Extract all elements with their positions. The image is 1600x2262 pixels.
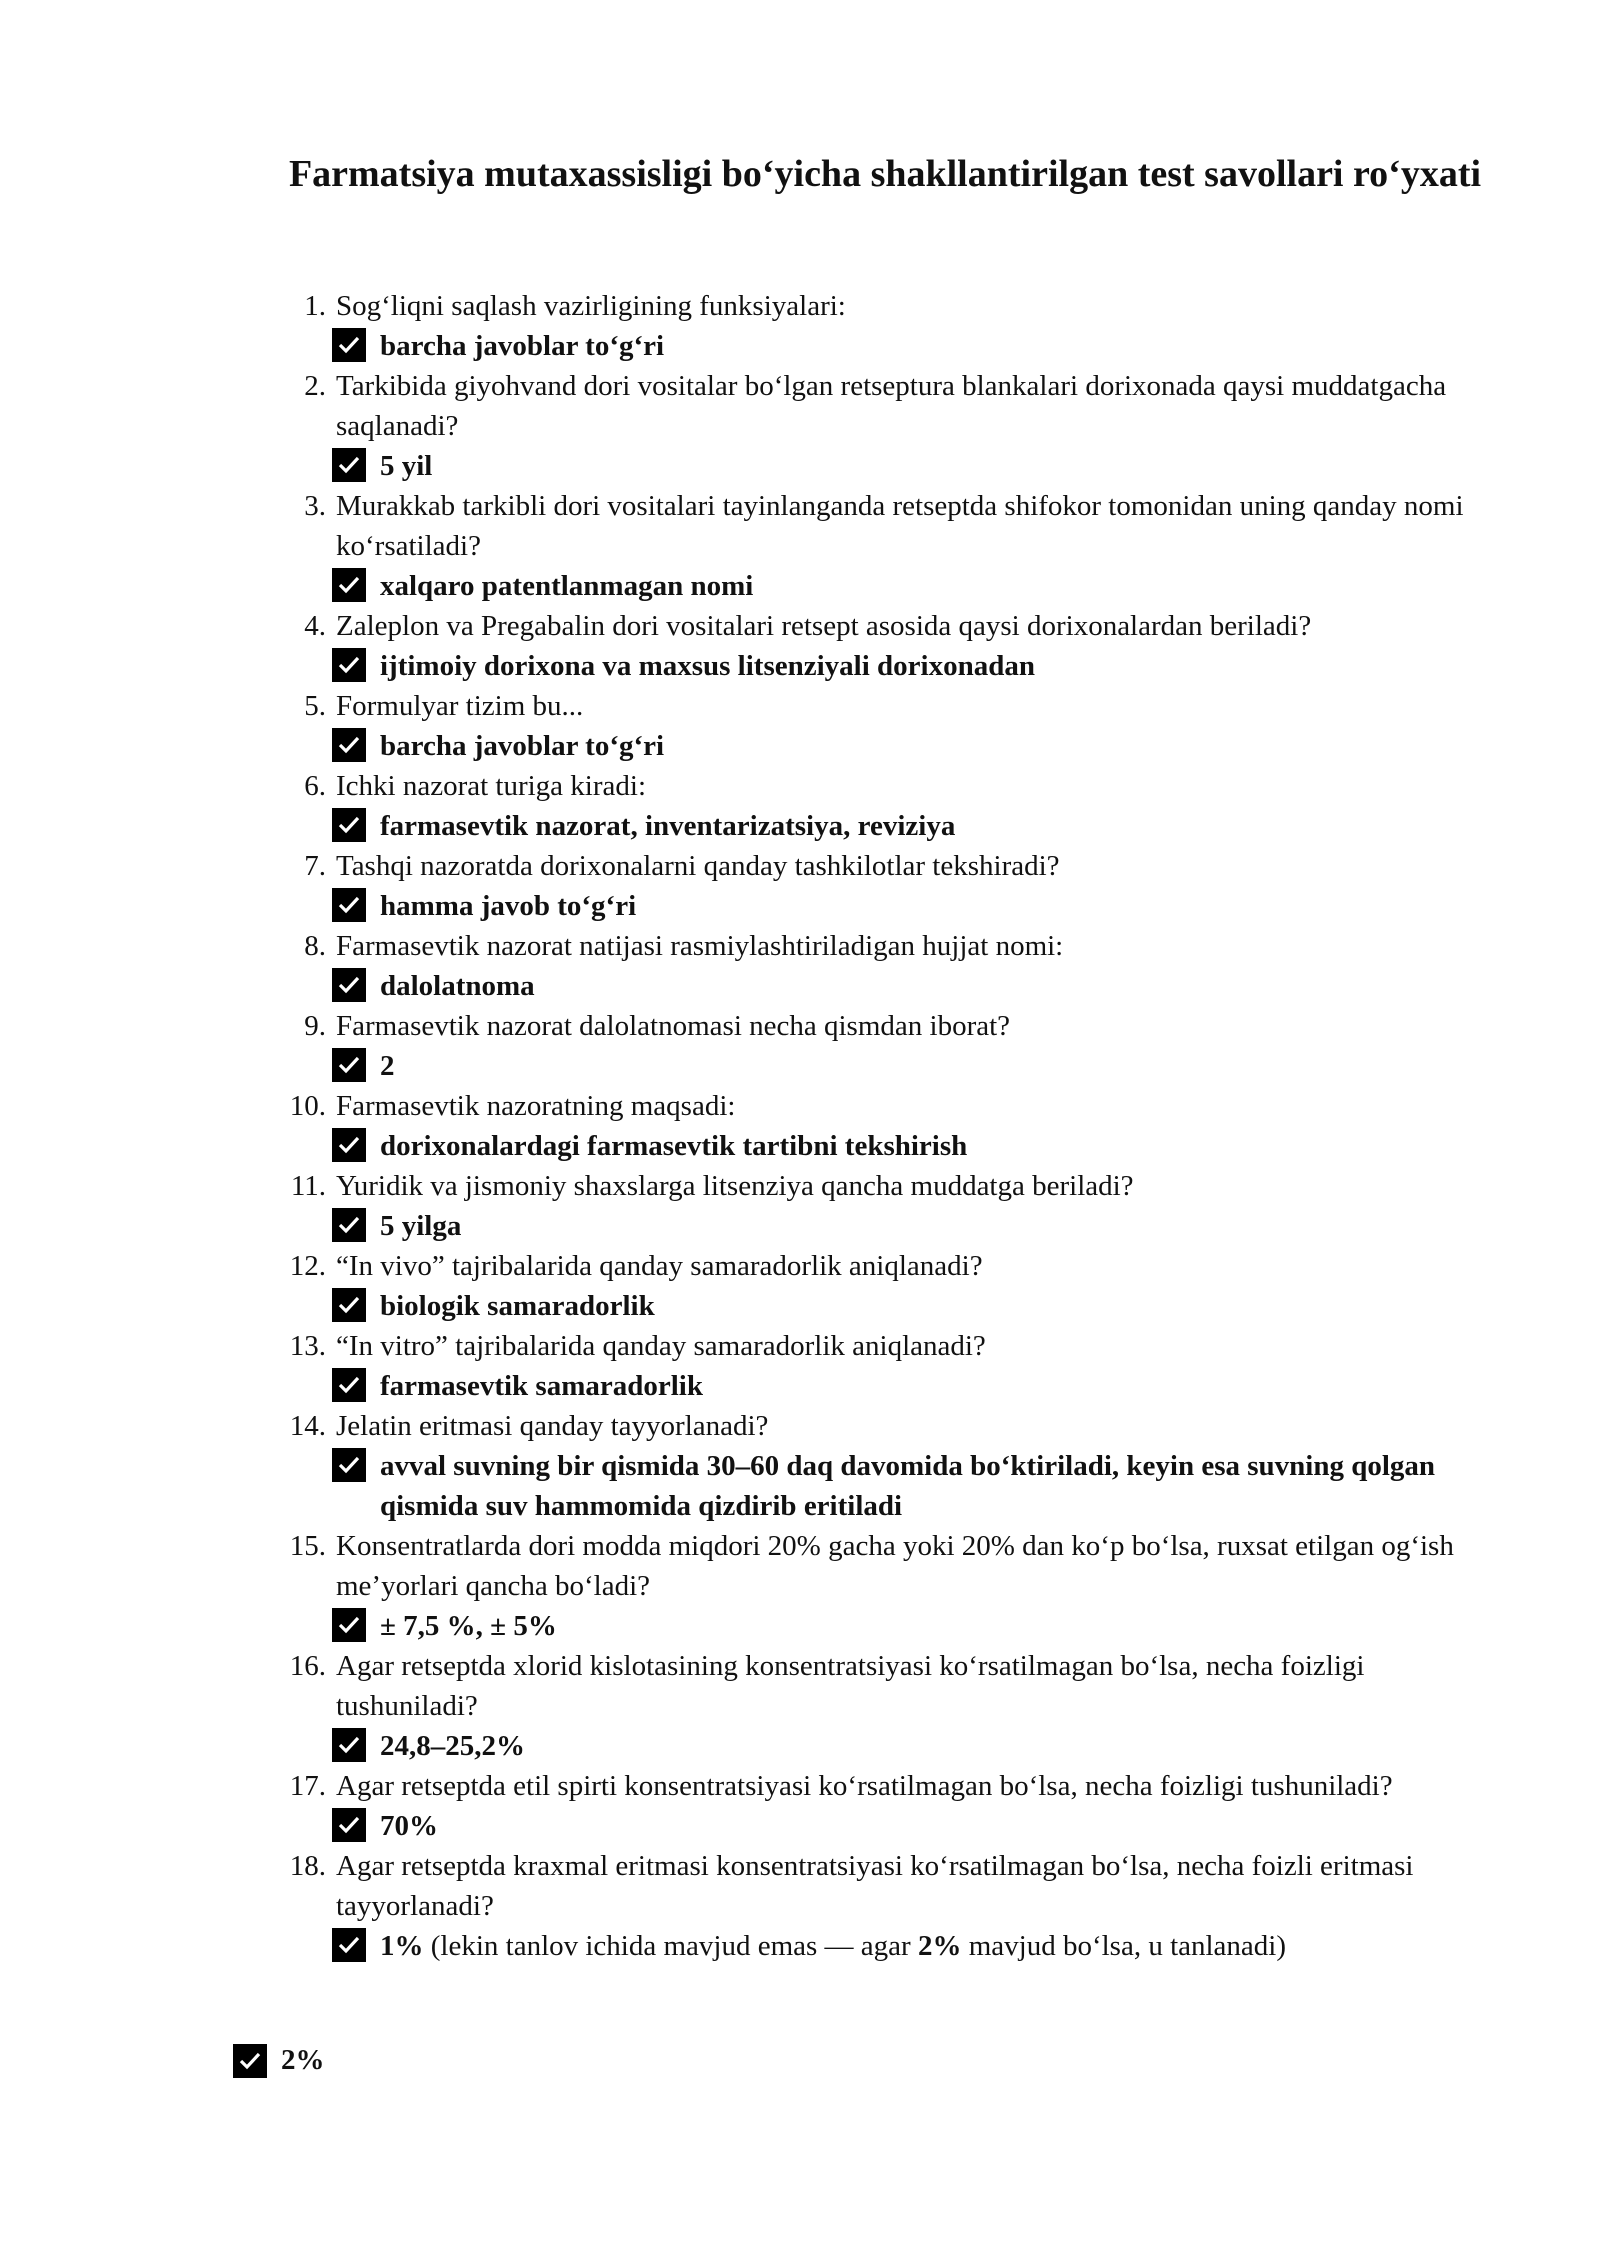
question-number: 5. (304, 690, 326, 722)
answer-row (332, 646, 1500, 686)
question-item (270, 926, 1500, 1006)
question-text: Tashqi nazoratda dorixonalarni qanday tashkilotlar tekshiradi? (336, 850, 1060, 882)
answer-row (332, 566, 1500, 606)
checkbox-checked-icon (332, 1048, 366, 1082)
answer-row (332, 446, 1500, 486)
checkbox-checked-icon (332, 1728, 366, 1762)
checkbox-checked-icon (332, 1928, 366, 1962)
question-item (270, 286, 1500, 366)
page-title: Farmatsiya mutaxassisligi bo‘yicha shakllantirilgan test savollari ro‘yxati (288, 153, 1482, 195)
checkbox-checked-icon (332, 448, 366, 482)
answer-row (332, 1726, 1500, 1766)
question-number: 15. (289, 1530, 326, 1562)
question-number: 1. (304, 290, 326, 322)
checkbox-checked-icon (332, 328, 366, 362)
question-number: 18. (289, 1850, 326, 1882)
question-text: Agar retseptda xlorid kislotasining konsentratsiyasi ko‘rsatilmagan bo‘lsa, necha foizligi tushuniladi? (336, 1650, 1365, 1722)
extra-answer-row (233, 2040, 325, 2080)
question-list (270, 286, 1500, 1966)
answer-text: farmasevtik nazorat, inventarizatsiya, reviziya (380, 810, 956, 842)
question-number: 6. (304, 770, 326, 802)
question-item (270, 766, 1500, 846)
answer-row (332, 886, 1500, 926)
question-item (270, 1246, 1500, 1326)
answer-row (332, 1046, 1500, 1086)
question-text: Zaleplon va Pregabalin dori vositalari retsept asosida qaysi dorixonalardan beriladi? (336, 610, 1312, 642)
answer-row (332, 1206, 1500, 1246)
checkbox-checked-icon (332, 808, 366, 842)
answer-row (332, 966, 1500, 1006)
question-item (270, 606, 1500, 686)
answer-text: ± 7,5 %, ± 5% (380, 1610, 557, 1642)
question-text: “In vivo” tajribalarida qanday samaradorlik aniqlanadi? (336, 1250, 983, 1282)
question-number: 13. (289, 1330, 326, 1362)
question-item (270, 1006, 1500, 1086)
question-item (270, 1846, 1500, 1966)
question-number: 16. (289, 1650, 326, 1682)
answer-text: avval suvning bir qismida 30–60 daq davomida bo‘ktiriladi, keyin esa suvning qolgan qismida suv hammomida qizdirib eritiladi (380, 1450, 1436, 1522)
question-number: 12. (289, 1250, 326, 1282)
question-number: 17. (289, 1770, 326, 1802)
question-text: Farmasevtik nazoratning maqsadi: (336, 1090, 736, 1122)
answer-row (332, 326, 1500, 366)
answer-text: barcha javoblar to‘g‘ri (380, 330, 665, 362)
answer-row (332, 1126, 1500, 1166)
answer-row (332, 726, 1500, 766)
answer-text: 24,8–25,2% (380, 1730, 525, 1762)
question-item (270, 846, 1500, 926)
answer-row (332, 1366, 1500, 1406)
checkbox-checked-icon (332, 648, 366, 682)
answer-text (380, 1926, 1286, 1966)
question-text: Tarkibida giyohvand dori vositalar bo‘lgan retseptura blankalari dorixonada qaysi muddatgacha saqlanadi? (336, 370, 1447, 442)
question-text: “In vitro” tajribalarida qanday samaradorlik aniqlanadi? (336, 1330, 986, 1362)
question-item (270, 1526, 1500, 1646)
question-text: Agar retseptda etil spirti konsentratsiyasi ko‘rsatilmagan bo‘lsa, necha foizligi tushuniladi? (336, 1770, 1393, 1802)
question-number: 14. (289, 1410, 326, 1442)
checkbox-checked-icon (332, 1208, 366, 1242)
checkbox-checked-icon (332, 1288, 366, 1322)
question-item (270, 1326, 1500, 1406)
answer-note-bold: 2% (917, 1930, 962, 1962)
answer-text: 5 yil (380, 450, 433, 482)
checkbox-checked-icon (332, 1448, 366, 1482)
answer-row (332, 1926, 1500, 1966)
question-text: Konsentratlarda dori modda miqdori 20% gacha yoki 20% dan ko‘p bo‘lsa, ruxsat etilgan og‘ish me’yorlari qancha bo‘ladi? (336, 1530, 1454, 1602)
question-number: 7. (304, 850, 326, 882)
checkbox-checked-icon (332, 728, 366, 762)
question-item (270, 686, 1500, 766)
answer-note: (lekin tanlov ichida mavjud emas — agar (423, 1930, 918, 1962)
answer-row (332, 1606, 1500, 1646)
question-text: Agar retseptda kraxmal eritmasi konsentratsiyasi ko‘rsatilmagan bo‘lsa, necha foizli eritmasi tayyorlanadi? (336, 1850, 1414, 1922)
question-item (270, 1766, 1500, 1846)
question-number: 4. (304, 610, 326, 642)
checkbox-checked-icon (332, 1368, 366, 1402)
question-item (270, 366, 1500, 486)
answer-text: barcha javoblar to‘g‘ri (380, 730, 665, 762)
question-text: Sog‘liqni saqlash vazirligining funksiyalari: (336, 290, 846, 322)
answer-text: hamma javob to‘g‘ri (380, 890, 637, 922)
question-text: Murakkab tarkibli dori vositalari tayinlanganda retseptda shifokor tomonidan uning qanday nomi ko‘rsatiladi? (336, 490, 1464, 562)
question-number: 9. (304, 1010, 326, 1042)
answer-text: 2 (380, 1050, 395, 1082)
checkbox-checked-icon (332, 888, 366, 922)
question-text: Jelatin eritmasi qanday tayyorlanadi? (336, 1410, 769, 1442)
checkbox-checked-icon (233, 2044, 267, 2078)
extra-answer-text: 2% (281, 2044, 325, 2076)
question-number: 3. (304, 490, 326, 522)
checkbox-checked-icon (332, 968, 366, 1002)
answer-text: 70% (380, 1810, 438, 1842)
answer-row (332, 1446, 1500, 1526)
checkbox-checked-icon (332, 568, 366, 602)
question-item (270, 486, 1500, 606)
question-number: 11. (290, 1170, 326, 1202)
question-text: Farmasevtik nazorat dalolatnomasi necha qismdan iborat? (336, 1010, 1011, 1042)
answer-text: farmasevtik samaradorlik (380, 1370, 703, 1402)
answer-text: biologik samaradorlik (380, 1290, 655, 1322)
answer-text: ijtimoiy dorixona va maxsus litsenziyali dorixonadan (380, 650, 1035, 682)
answer-note-end: mavjud bo‘lsa, u tanlanadi) (961, 1930, 1287, 1962)
answer-row (332, 1806, 1500, 1846)
checkbox-checked-icon (332, 1608, 366, 1642)
question-text: Formulyar tizim bu... (336, 690, 584, 722)
checkbox-checked-icon (332, 1128, 366, 1162)
question-number: 2. (304, 370, 326, 402)
question-number: 8. (304, 930, 326, 962)
answer-row (332, 806, 1500, 846)
question-text: Farmasevtik nazorat natijasi rasmiylashtiriladigan hujjat nomi: (336, 930, 1064, 962)
answer-row (332, 1286, 1500, 1326)
answer-text: xalqaro patentlanmagan nomi (380, 570, 754, 602)
question-number: 10. (289, 1090, 326, 1122)
checkbox-checked-icon (332, 1808, 366, 1842)
question-text: Yuridik va jismoniy shaxslarga litsenziya qancha muddatga beriladi? (336, 1170, 1134, 1202)
answer-text: dalolatnoma (380, 970, 535, 1002)
question-text: Ichki nazorat turiga kiradi: (336, 770, 647, 802)
question-item (270, 1166, 1500, 1246)
question-item (270, 1406, 1500, 1526)
answer-text: dorixonalardagi farmasevtik tartibni tekshirish (380, 1130, 968, 1162)
answer-main: 1% (380, 1930, 424, 1962)
question-item (270, 1086, 1500, 1166)
answer-text: 5 yilga (380, 1210, 462, 1242)
question-item (270, 1646, 1500, 1766)
